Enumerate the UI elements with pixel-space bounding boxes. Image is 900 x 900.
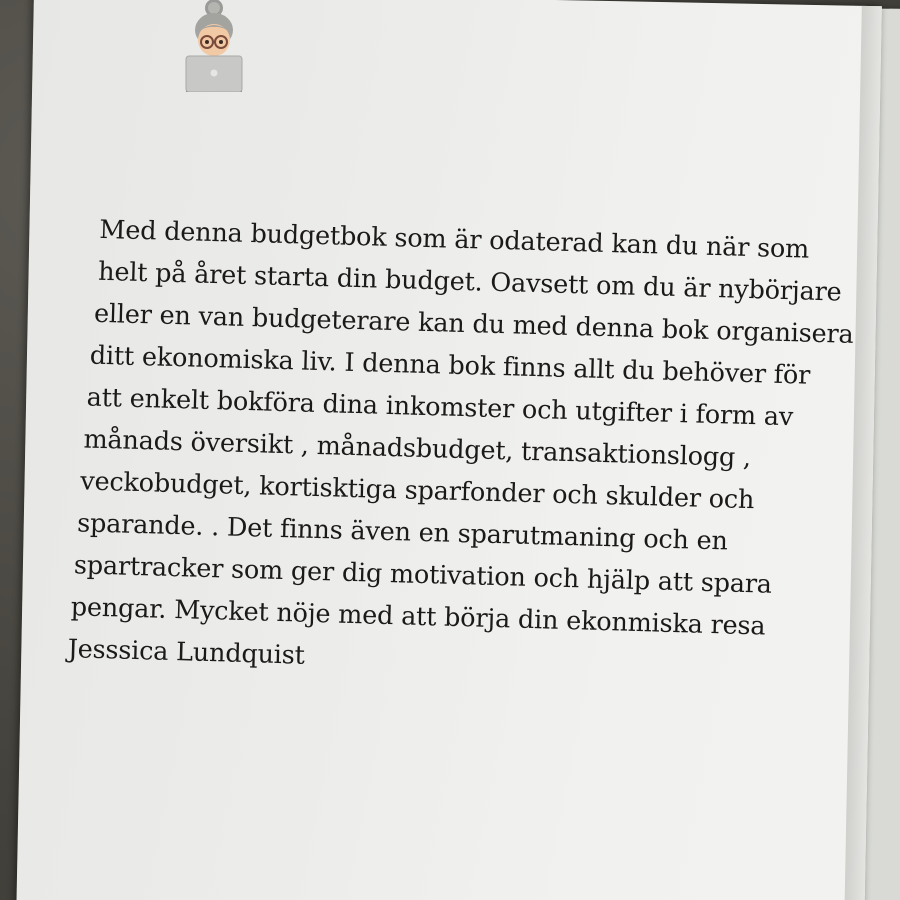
paragraph-line: spartracker som ger dig motivation och hjälp att spara [73,550,773,600]
paragraph-line: pengar. Mycket nöje med att börja din ekonmiska resa [70,592,766,642]
paragraph-line: ditt ekonomiska liv. I denna bok finns allt du behöver för [89,340,811,391]
paragraph-line: Med denna budgetbok som är odaterad kan du när som [98,214,810,265]
back-cover-text [57,208,860,692]
paragraph-line: helt på året starta din budget. Oavsett om du är nybörjare [97,256,842,308]
paragraph-line: sparande. . Det finns även en sparutmaning och en [76,508,729,557]
memoji-woman-laptop-icon [176,0,250,92]
paragraph-line: eller en van budgeterare kan du med denna bok organisera [93,298,854,350]
paragraph-line: månads översikt , månadsbudget, transaktionslogg , [83,424,752,474]
author-signature: Jesssica Lundquist [67,634,306,671]
paragraph-line: veckobudget, kortisktiga sparfonder och skulder och [79,466,755,516]
paragraph-line: att enkelt bokföra dina inkomster och utgifter i form av [86,382,794,433]
